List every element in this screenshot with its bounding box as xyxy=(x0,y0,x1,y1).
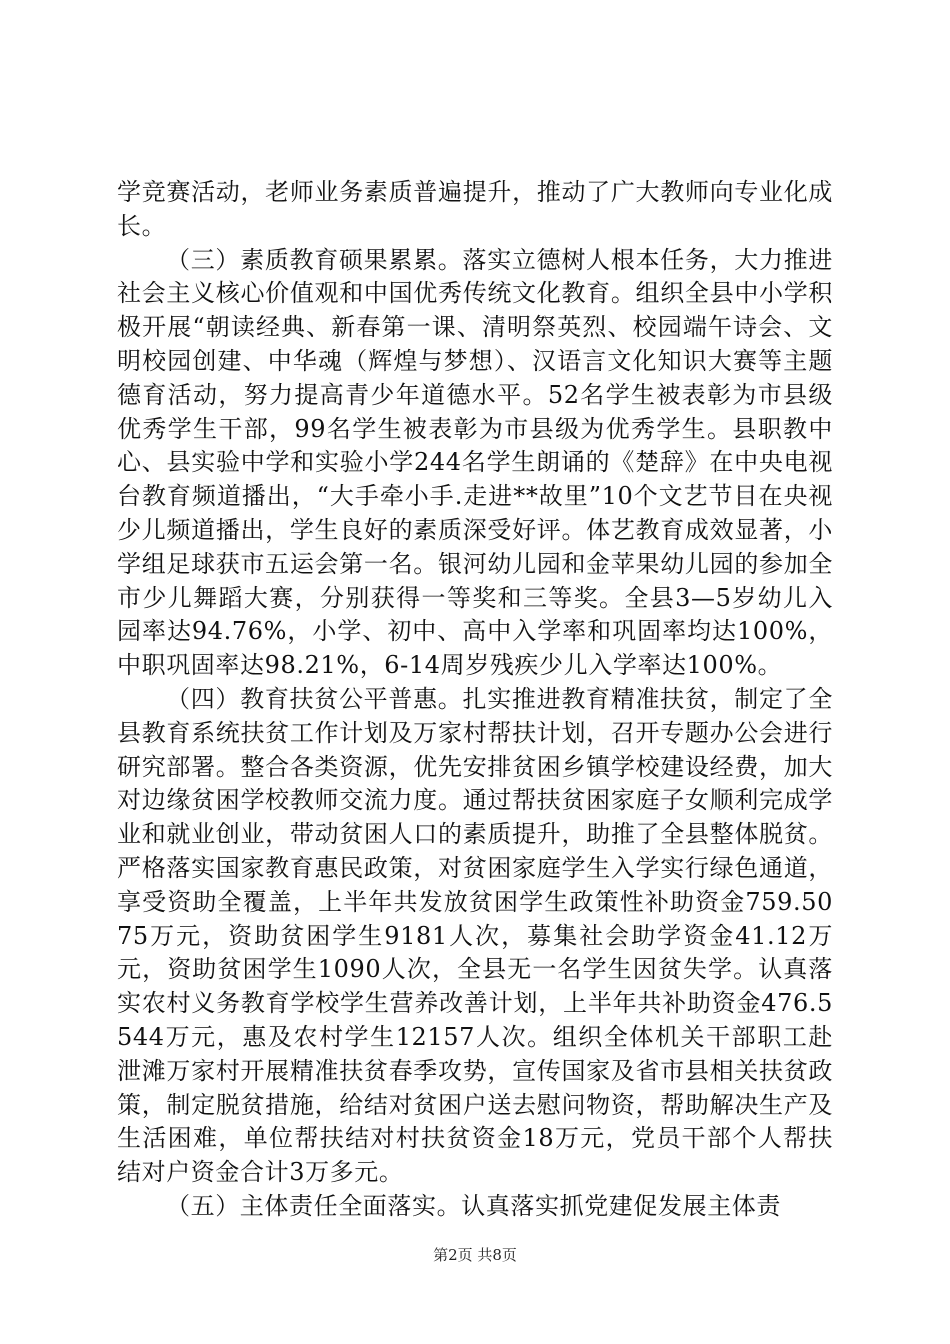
document-body xyxy=(117,176,833,1224)
paragraph-poverty-alleviation: （四）教育扶贫公平普惠。扎实推进教育精准扶贫，制定了全县教育系统扶贫工作计划及万家村帮扶计划，召开专题办公会进行研究部署。整合各类资源，优先安排贫困乡镇学校建设经费，加大对边缘贫困学校教师交流力度。通过帮扶贫困家庭子女顺利完成学业和就业创业，带动贫困人口的素质提升，助推了全县整体脱贫。严格落实国家教育惠民政策，对贫困家庭学生入学实行绿色通道，享受资助全覆盖，上半年共发放贫困学生政策性补助资金759.5075万元，资助贫困学生9181人次，募集社会助学资金41.12万元，资助贫困学生1090人次，全县无一名学生因贫失学。认真落实农村义务教育学校学生营养改善计划，上半年共补助资金476.5544万元，惠及农村学生12157人次。组织全体机关干部职工赴泄滩万家村开展精准扶贫春季攻势，宣传国家及省市县相关扶贫政策，制定脱贫措施，给结对贫困户送去慰问物资，帮助解决生产及生活困难，单位帮扶结对村扶贫资金18万元，党员干部个人帮扶结对户资金合计3万多元。 xyxy=(117,684,833,1187)
paragraph-quality-education: （三）素质教育硕果累累。落实立德树人根本任务，大力推进社会主义核心价值观和中国优秀传统文化教育。组织全县中小学积极开展“朝读经典、新春第一课、清明祭英烈、校园端午诗会、文明校园创建、中华魂（辉煌与梦想）、汉语言文化知识大赛等主题德育活动，努力提高青少年道德水平。52名学生被表彰为市县级优秀学生干部，99名学生被表彰为市县级为优秀学生。县职教中心、县实验中学和实验小学244名学生朗诵的《楚辞》在中央电视台教育频道播出，“大手牵小手.走进**故里”10个文艺节目在央视少儿频道播出，学生良好的素质深受好评。体艺教育成效显著，小学组足球获市五运会第一名。银河幼儿园和金苹果幼儿园的参加全市少儿舞蹈大赛，分别获得一等奖和三等奖。全县3—5岁幼儿入园率达94.76%，小学、初中、高中入学率和巩固率均达100%，中职巩固率达98.21%，6-14周岁残疾少儿入学率达100%。 xyxy=(117,245,833,680)
page-footer xyxy=(0,1244,950,1265)
page-number-label: 第2页 共8页 xyxy=(433,1246,517,1264)
paragraph-continuation: 学竞赛活动，老师业务素质普遍提升，推动了广大教师向专业化成长。 xyxy=(117,178,833,240)
paragraph-responsibility: （五）主体责任全面落实。认真落实抓党建促发展主体责 xyxy=(166,1191,781,1220)
